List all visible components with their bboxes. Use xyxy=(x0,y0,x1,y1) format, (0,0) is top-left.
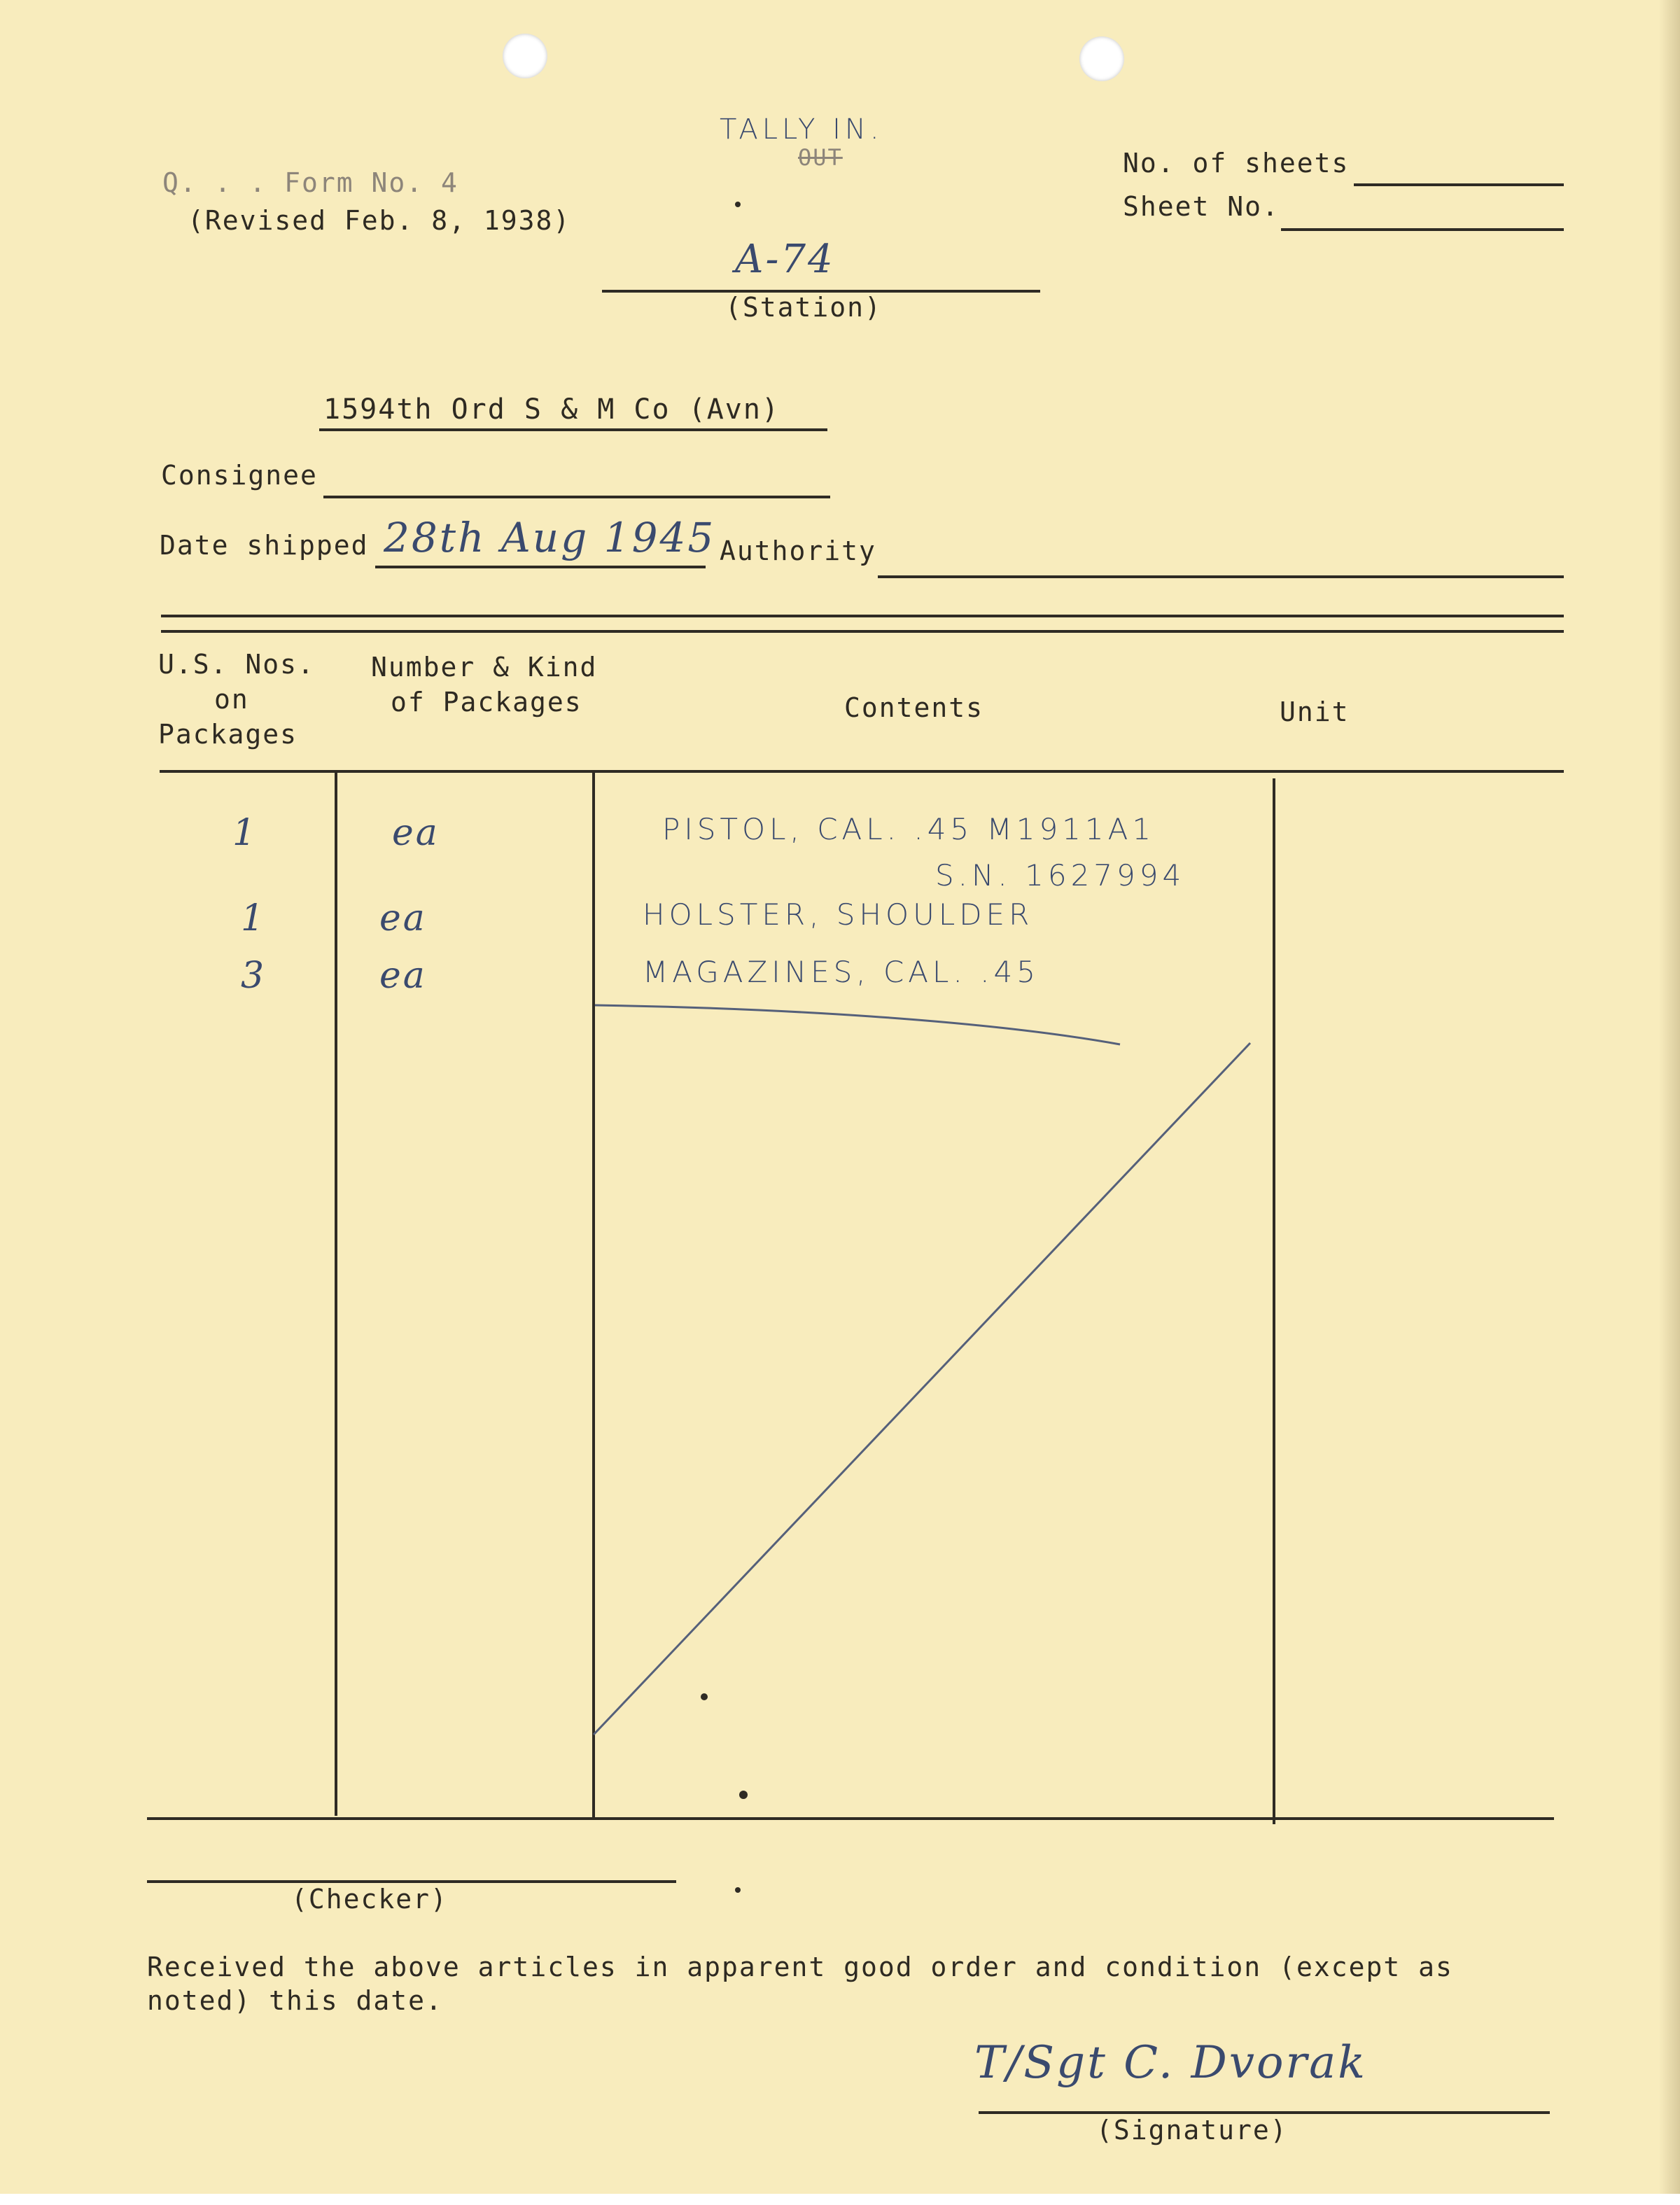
authority-label: Authority xyxy=(720,536,876,566)
received-statement: Received the above articles in apparent good order and condition (except as noted) this date. xyxy=(147,1952,1453,2016)
row-us-no: 1 xyxy=(232,812,258,854)
row-contents: PISTOL, CAL. .45 M1911A1 xyxy=(662,812,1156,846)
header-contents: Contents xyxy=(844,692,984,723)
sheet-no-label: Sheet No. xyxy=(1123,191,1280,222)
checker-label: (Checker) xyxy=(291,1884,448,1914)
form-revised-date: (Revised Feb. 8, 1938) xyxy=(188,205,571,236)
row-kind: ea xyxy=(379,897,427,939)
row-kind: ea xyxy=(392,812,440,854)
row-contents: HOLSTER, SHOULDER xyxy=(643,897,1034,932)
contents-end-underline xyxy=(595,1005,1120,1044)
row-kind: ea xyxy=(379,955,427,997)
station-value: A-74 xyxy=(735,237,835,282)
dot-mark xyxy=(739,1791,748,1799)
station-label: (Station) xyxy=(725,292,882,323)
row-us-no: 3 xyxy=(241,955,267,997)
header-unit: Unit xyxy=(1280,696,1350,727)
dot-mark xyxy=(701,1693,708,1700)
organization-name: 1594th Ord S & M Co (Avn) xyxy=(323,393,780,426)
header-us-nos-line2: on xyxy=(214,684,249,715)
header-number-kind-line2: of Packages xyxy=(391,687,582,718)
row-us-no: 1 xyxy=(241,897,267,939)
no-of-sheets-label: No. of sheets xyxy=(1123,148,1350,178)
dot-mark xyxy=(735,202,741,207)
consignee-label: Consignee xyxy=(161,460,318,491)
header-us-nos-line3: Packages xyxy=(158,719,298,750)
header-us-nos-line1: U.S. Nos. xyxy=(158,649,315,680)
date-shipped-value: 28th Aug 1945 xyxy=(384,514,716,561)
header-number-kind-line1: Number & Kind xyxy=(371,652,598,682)
date-shipped-label: Date shipped xyxy=(160,530,369,561)
signature-label: (Signature) xyxy=(1096,2115,1288,2146)
row-contents: S.N. 1627994 xyxy=(935,858,1186,892)
form-number: Q. . . Form No. 4 xyxy=(162,167,458,198)
row-contents: MAGAZINES, CAL. .45 xyxy=(643,955,1040,989)
signature-value: T/Sgt C. Dvorak xyxy=(974,2037,1368,2089)
void-diagonal-line xyxy=(594,1043,1250,1735)
tally-out-struck: OUT xyxy=(798,144,843,171)
dot-mark xyxy=(735,1887,741,1893)
tally-in-handwritten: TALLY IN. xyxy=(720,113,883,146)
